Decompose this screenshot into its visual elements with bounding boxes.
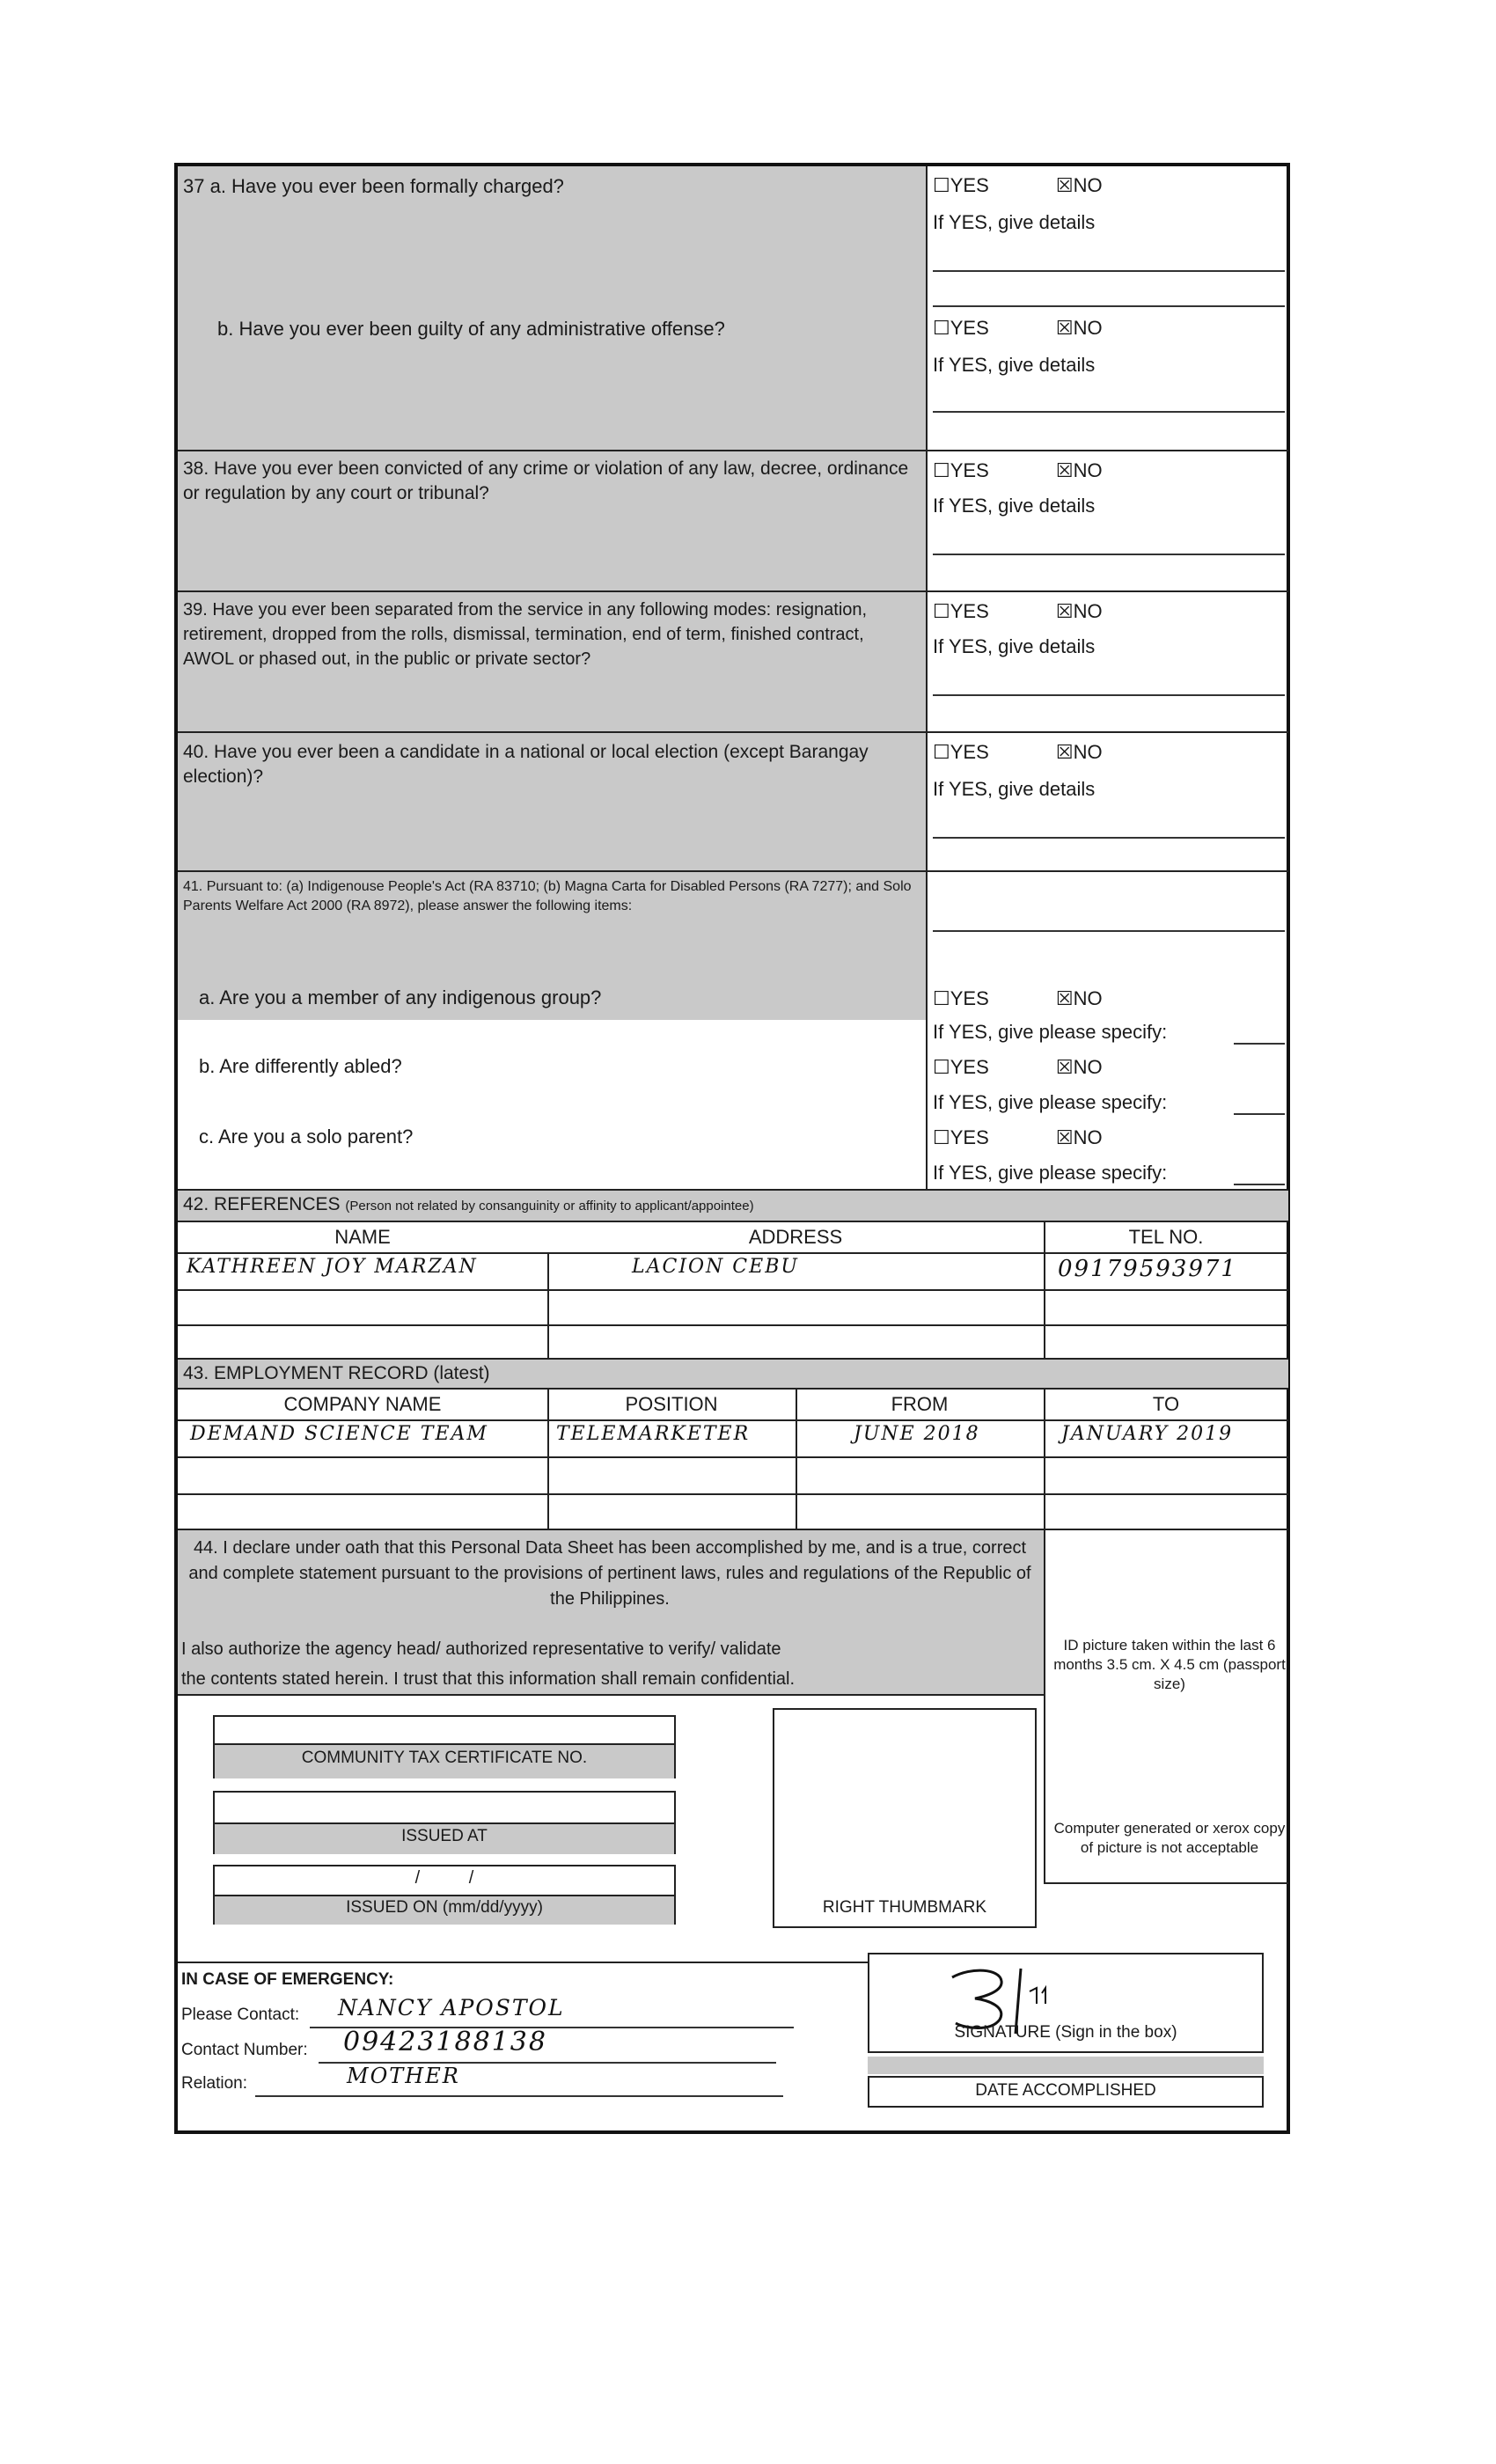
divider: [178, 1252, 1288, 1254]
ctc-label: COMMUNITY TAX CERTIFICATE NO.: [301, 1749, 588, 1767]
q41-intro: 41. Pursuant to: (a) Indigenouse People's Act (RA 83710; (b) Magna Carta for Disabled Persons (RA 7277); and Solo Parents Welfare Act 2000 (RA 8972), please answer the following items:: [183, 879, 912, 913]
q43-col-company: COMPANY NAME: [283, 1393, 442, 1415]
q42-col-address: ADDRESS: [748, 1226, 843, 1248]
q38-details-label: If YES, give details: [933, 495, 1096, 517]
divider: [178, 1289, 1288, 1291]
issued-at-box[interactable]: [213, 1791, 676, 1854]
answer-column-divider: [926, 166, 928, 1189]
q42-divider: [547, 1252, 549, 1358]
q42-title: 42. REFERENCES: [183, 1194, 341, 1214]
q41b-specify-label: If YES, give please specify:: [933, 1091, 1168, 1113]
q39-details-line[interactable]: [933, 694, 1285, 696]
q41a-specify-line[interactable]: [1234, 1043, 1285, 1045]
q37b-label: b. Have you ever been guilty of any administrative offense?: [217, 318, 725, 340]
q37a-no-checkbox[interactable]: ☒: [1055, 174, 1074, 196]
q41c-specify-label: If YES, give please specify:: [933, 1162, 1168, 1184]
q43-divider: [1044, 1388, 1045, 1529]
q41a-label: a. Are you a member of any indigenous group?: [199, 986, 602, 1008]
photo-box-left: [1044, 1529, 1045, 1882]
q37b-options: ☐YES ☒NO: [933, 317, 1103, 339]
emergency-relation-value[interactable]: MOTHER: [347, 2064, 460, 2088]
q40-label: 40. Have you ever been a candidate in a national or local election (except Barangay election)?: [183, 742, 869, 787]
divider: [178, 1456, 1288, 1458]
q44-declaration: 44. I declare under oath that this Personal Data Sheet has been accomplished by me, and is a true, correct and complete statement pursuant to the provisions of pertinent laws, rules and regulations of the Republic of the Philippines.: [188, 1538, 1031, 1609]
q37a-options: ☐YES ☒NO: [933, 174, 1103, 196]
q37a-details-label: If YES, give details: [933, 211, 1096, 233]
emergency-relation-label: Relation:: [181, 2074, 247, 2093]
divider: [178, 1388, 1288, 1390]
q38-yes-checkbox[interactable]: ☐: [933, 459, 950, 481]
q42-col-name: NAME: [334, 1226, 391, 1248]
q38-details-line[interactable]: [933, 554, 1285, 555]
q42-col-tel: TEL NO.: [1128, 1226, 1204, 1248]
q37-shaded-area: [178, 166, 926, 450]
emergency-relation-line: [255, 2095, 783, 2097]
q38-options: ☐YES ☒NO: [933, 459, 1103, 481]
signature-label: SIGNATURE (Sign in the box): [954, 2023, 1177, 2042]
q41a-specify-label: If YES, give please specify:: [933, 1021, 1168, 1043]
divider: [178, 1694, 1044, 1696]
issued-on-box[interactable]: [213, 1865, 676, 1925]
q40-details-label: If YES, give details: [933, 778, 1096, 800]
q41-line[interactable]: [933, 930, 1285, 932]
employment-position-cell[interactable]: TELEMARKETER: [556, 1423, 751, 1445]
q41a-yes-checkbox[interactable]: ☐: [933, 987, 950, 1009]
q43-col-position: POSITION: [625, 1393, 718, 1415]
q41a-options: ☐YES ☒NO: [933, 987, 1103, 1009]
personal-data-sheet-page: [174, 163, 1290, 2134]
thumbmark-label: RIGHT THUMBMARK: [822, 1898, 987, 1917]
computer-generated-note: Computer generated or xerox copy of picture is not acceptable: [1053, 1820, 1286, 1856]
divider: [178, 1962, 868, 1963]
id-picture-note: ID picture taken within the last 6 months 3.5 cm. X 4.5 cm (passport size): [1053, 1637, 1286, 1692]
q41c-label: c. Are you a solo parent?: [199, 1126, 414, 1148]
divider: [178, 1493, 1288, 1495]
q41b-specify-line[interactable]: [1234, 1113, 1285, 1115]
q43-col-to: TO: [1152, 1393, 1180, 1415]
q37a-details-line[interactable]: [933, 270, 1285, 272]
emergency-contact-value[interactable]: NANCY APOSTOL: [338, 1995, 565, 2020]
q37a-details-line-2[interactable]: [933, 305, 1285, 307]
q42-note: (Person not related by consanguinity or affinity to applicant/appointee): [345, 1199, 754, 1214]
q41c-no-checkbox[interactable]: ☒: [1055, 1126, 1074, 1148]
q39-yes-checkbox[interactable]: ☐: [933, 600, 950, 622]
issued-on-label: ISSUED ON (mm/dd/yyyy): [346, 1898, 543, 1917]
signature-box[interactable]: [868, 1953, 1264, 2053]
q41c-options: ☐YES ☒NO: [933, 1126, 1103, 1148]
q43-divider: [796, 1388, 797, 1529]
q37b-details-label: If YES, give details: [933, 354, 1096, 376]
divider: [178, 1221, 1288, 1222]
q43-title: 43. EMPLOYMENT RECORD (latest): [183, 1363, 490, 1383]
employment-company-cell[interactable]: DEMAND SCIENCE TEAM: [190, 1423, 488, 1445]
q41b-options: ☐YES ☒NO: [933, 1056, 1103, 1078]
q41b-yes-checkbox[interactable]: ☐: [933, 1056, 950, 1078]
emergency-number-label: Contact Number:: [181, 2041, 308, 2059]
q41c-yes-checkbox[interactable]: ☐: [933, 1126, 950, 1148]
q38-label: 38. Have you ever been convicted of any crime or violation of any law, decree, ordinance or regulation by any court or tribunal?: [183, 458, 909, 503]
q40-yes-checkbox[interactable]: ☐: [933, 741, 950, 763]
emergency-number-value[interactable]: 09423188138: [343, 2027, 547, 2057]
q39-options: ☐YES ☒NO: [933, 600, 1103, 622]
q39-label: 39. Have you ever been separated from the service in any following modes: resignation, retirement, dropped from the rolls, dismissal, termination, end of term, finished contract, AWOL or phased out, in the public or private sector?: [183, 600, 868, 669]
reference-name-cell[interactable]: KATHREEN JOY MARZAN: [187, 1256, 478, 1278]
q37a-label: 37 a. Have you ever been formally charged?: [183, 175, 564, 197]
q41c-specify-line[interactable]: [1234, 1184, 1285, 1185]
q37b-details-line[interactable]: [933, 411, 1285, 413]
thumbmark-box[interactable]: [773, 1708, 1037, 1928]
q40-details-line[interactable]: [933, 837, 1285, 839]
photo-box-bottom: [1044, 1882, 1288, 1884]
employment-to-cell[interactable]: JANUARY 2019: [1061, 1423, 1234, 1445]
q41b-label: b. Are differently abled?: [199, 1055, 402, 1077]
q37b-no-checkbox[interactable]: ☒: [1055, 317, 1074, 339]
q44-authorize-1: I also authorize the agency head/ authorized representative to verify/ validate: [181, 1639, 781, 1659]
issued-at-label: ISSUED AT: [401, 1827, 488, 1845]
signature-gray-strip: [868, 2057, 1264, 2074]
q42-divider: [1044, 1221, 1045, 1358]
emergency-title: IN CASE OF EMERGENCY:: [181, 1970, 394, 1989]
q44-authorize-2: the contents stated herein. I trust that this information shall remain confidential.: [181, 1669, 796, 1689]
q37a-yes-checkbox[interactable]: ☐: [933, 174, 950, 196]
q38-no-checkbox[interactable]: ☒: [1055, 459, 1074, 481]
reference-address-cell[interactable]: LACION CEBU: [632, 1256, 799, 1278]
q40-options: ☐YES ☒NO: [933, 741, 1103, 763]
q41b-no-checkbox[interactable]: ☒: [1055, 1056, 1074, 1078]
divider: [178, 1324, 1288, 1326]
issued-on-value: / /: [414, 1868, 474, 1888]
q40-no-checkbox[interactable]: ☒: [1055, 741, 1074, 763]
q42-title-block: [183, 1194, 754, 1215]
employment-from-cell[interactable]: JUNE 2018: [854, 1423, 980, 1445]
q37b-yes-checkbox[interactable]: ☐: [933, 317, 950, 339]
q43-col-from: FROM: [891, 1393, 949, 1415]
date-accomplished-box[interactable]: [868, 2076, 1264, 2108]
emergency-contact-label: Please Contact:: [181, 2006, 300, 2024]
q43-divider: [547, 1388, 549, 1529]
q39-details-label: If YES, give details: [933, 635, 1096, 657]
reference-tel-cell[interactable]: 09179593971: [1058, 1256, 1237, 1282]
date-accomplished-label: DATE ACCOMPLISHED: [975, 2081, 1156, 2100]
q41a-no-checkbox[interactable]: ☒: [1055, 987, 1074, 1009]
q39-no-checkbox[interactable]: ☒: [1055, 600, 1074, 622]
divider: [178, 1419, 1288, 1421]
ctc-box[interactable]: [213, 1715, 676, 1778]
